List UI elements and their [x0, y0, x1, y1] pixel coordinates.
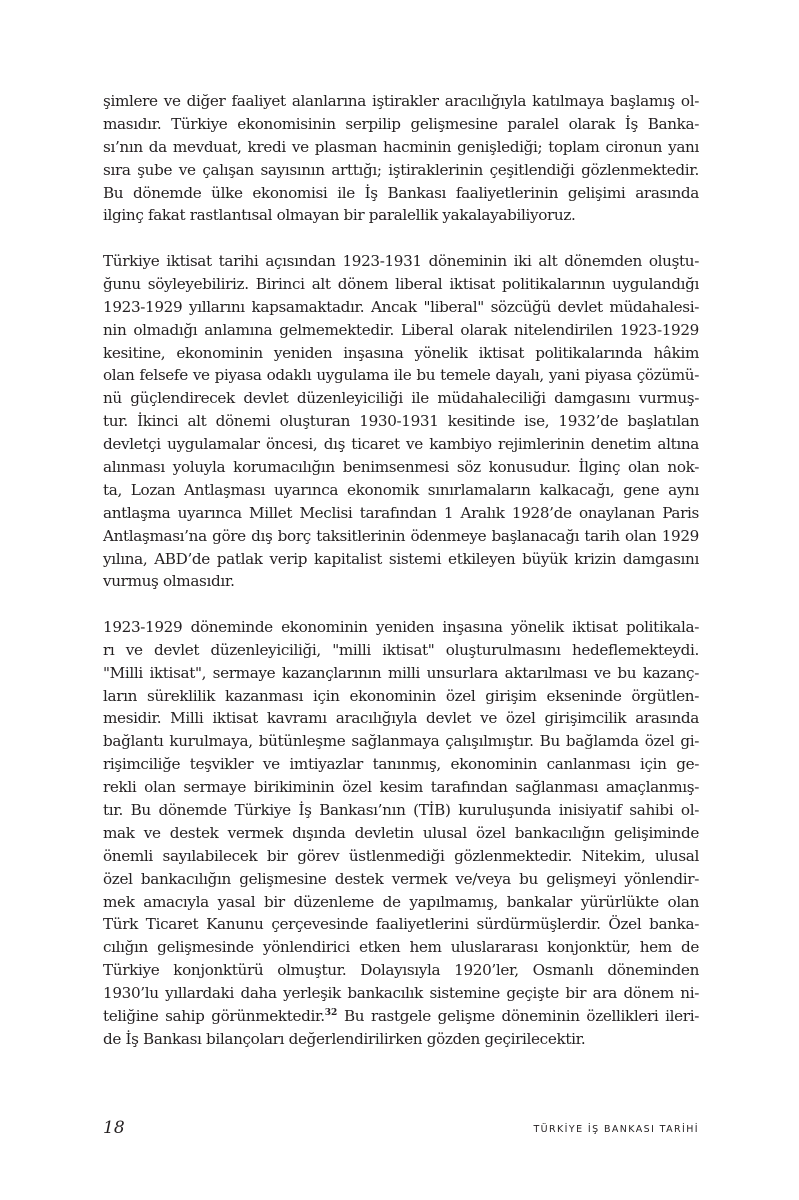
text-line: rekli olan sermaye birikiminin özel kesim tarafından sağlanması amaçlanmış-	[103, 778, 699, 797]
text-line: antlaşma uyarınca Millet Meclisi tarafından 1 Aralık 1928’de onaylanan Paris	[103, 503, 699, 522]
text-line: özel bankacılığın gelişmesine destek vermek ve/veya bu gelişmeyi yönlendir-	[103, 869, 699, 888]
text-line: cılığın gelişmesinde yönlendirici etken hem uluslararası konjonktür, hem de	[103, 938, 699, 957]
text-segment: teliğine sahip görünmektedir.	[103, 1007, 325, 1026]
text-line: alınması yoluyla korumacılığın benimsenmesi söz konusudur. İlginç olan nok-	[103, 457, 699, 476]
text-line: ğunu söyleyebiliriz. Birinci alt dönem liberal iktisat politikalarının uygulandığı	[103, 274, 699, 293]
text-line: bağlantı kurulmaya, bütünleşme sağlanmaya çalışılmıştır. Bu bağlamda özel gi-	[103, 732, 699, 751]
text-line-with-footnote	[103, 1005, 699, 1028]
text-line: nü güçlendirecek devlet düzenleyiciliği ile müdahaleciliği damgasını vurmuş-	[103, 389, 699, 408]
text-line: 1930’lu yıllardaki daha yerleşik bankacılık sistemine geçişte bir ara dönem ni-	[103, 984, 699, 1003]
footnote-reference[interactable]: 32	[324, 1008, 338, 1019]
text-line: şimlere ve diğer faaliyet alanlarına iştirakler aracılığıyla katılmaya başlamış ol-	[103, 92, 699, 110]
text-segment: Bu rastgele gelişme döneminin özellikleri ileri-	[337, 1007, 699, 1026]
text-line: rı ve devlet düzenleyiciliği, "milli iktisat" oluşturulmasını hedeflemekteydi.	[103, 640, 699, 659]
text-line: sı’nın da mevduat, kredi ve plasman hacminin genişlediği; toplam cironun yanı	[103, 137, 699, 156]
text-line: tur. İkinci alt dönemi oluşturan 1930-1931 kesitinde ise, 1932’de başlatılan	[103, 412, 699, 431]
page-footer	[103, 1118, 699, 1142]
text-line: mak ve destek vermek dışında devletin ulusal özel bankacılığın gelişiminde	[103, 823, 699, 842]
text-line: Türkiye konjonktürü olmuştur. Dolayısıyla 1920’ler, Osmanlı döneminden	[103, 961, 699, 980]
text-line: mek amacıyla yasal bir düzenleme de yapılmamış, bankalar yürürlükte olan	[103, 892, 699, 911]
text-line: Antlaşması’na göre dış borç taksitlerinin ödenmeye başlanacağı tarih olan 1929	[103, 526, 699, 545]
page-number: 18	[103, 1118, 125, 1138]
text-line: ta, Lozan Antlaşması uyarınca ekonomik sınırlamaların kalkacağı, gene aynı	[103, 480, 699, 499]
text-line: nin olmadığı anlamına gelmemektedir. Liberal olarak nitelendirilen 1923-1929	[103, 320, 699, 339]
paragraph-3	[103, 616, 699, 1051]
paragraph-1	[103, 90, 699, 227]
text-line: sıra şube ve çalışan sayısının arttığı; iştiraklerinin çeşitlendiği gözlenmektedir.	[103, 160, 699, 179]
text-line: masıdır. Türkiye ekonomisinin serpilip gelişmesine paralel olarak İş Banka-	[103, 114, 699, 133]
text-line: tır. Bu dönemde Türkiye İş Bankası’nın (TİB) kuruluşunda inisiyatif sahibi ol-	[103, 801, 699, 820]
text-line: Türkiye iktisat tarihi açısından 1923-1931 döneminin iki alt dönemden oluştu-	[103, 251, 699, 270]
text-line: ilginç fakat rastlantısal olmayan bir paralellik yakalayabiliyoruz.	[103, 206, 576, 225]
text-line: 1923-1929 yıllarını kapsamaktadır. Ancak "liberal" sözcüğü devlet müdahalesi-	[103, 297, 699, 316]
paragraph-2	[103, 250, 699, 593]
text-line: kesitine, ekonominin yeniden inşasına yönelik iktisat politikalarında hâkim	[103, 343, 699, 362]
text-line: rişimciliğe teşvikler ve imtiyazlar tanınmış, ekonominin canlanması için ge-	[103, 755, 699, 774]
text-line: önemli sayılabilecek bir görev üstlenmediği gözlenmektedir. Nitekim, ulusal	[103, 846, 699, 865]
text-line: de İş Bankası bilançoları değerlendirilirken gözden geçirilecektir.	[103, 1029, 586, 1048]
text-line: Türk Ticaret Kanunu çerçevesinde faaliyetlerini sürdürmüşlerdir. Özel banka-	[103, 915, 699, 934]
page-body	[103, 90, 699, 1073]
text-line: mesidir. Milli iktisat kavramı aracılığıyla devlet ve özel girişimcilik arasında	[103, 709, 699, 728]
text-line: devletçi uygulamalar öncesi, dış ticaret ve kambiyo rejimlerinin denetim altına	[103, 435, 699, 454]
running-title: TÜRKİYE İŞ BANKASI TARİHİ	[533, 1124, 699, 1135]
text-line: olan felsefe ve piyasa odaklı uygulama ile bu temele dayalı, yani piyasa çözümü-	[103, 366, 699, 385]
text-line: "Milli iktisat", sermaye kazançlarının milli unsurlara aktarılması ve bu kazanç-	[103, 663, 699, 682]
text-line: 1923-1929 döneminde ekonominin yeniden inşasına yönelik iktisat politikala-	[103, 617, 699, 636]
text-line: vurmuş olmasıdır.	[103, 572, 235, 591]
text-line: yılına, ABD’de patlak verip kapitalist sistemi etkileyen büyük krizin damgasını	[103, 549, 699, 568]
text-line: Bu dönemde ülke ekonomisi ile İş Bankası faaliyetlerinin gelişimi arasında	[103, 183, 699, 202]
text-line: ların süreklilik kazanması için ekonominin özel girişim ekseninde örgütlen-	[103, 686, 699, 705]
